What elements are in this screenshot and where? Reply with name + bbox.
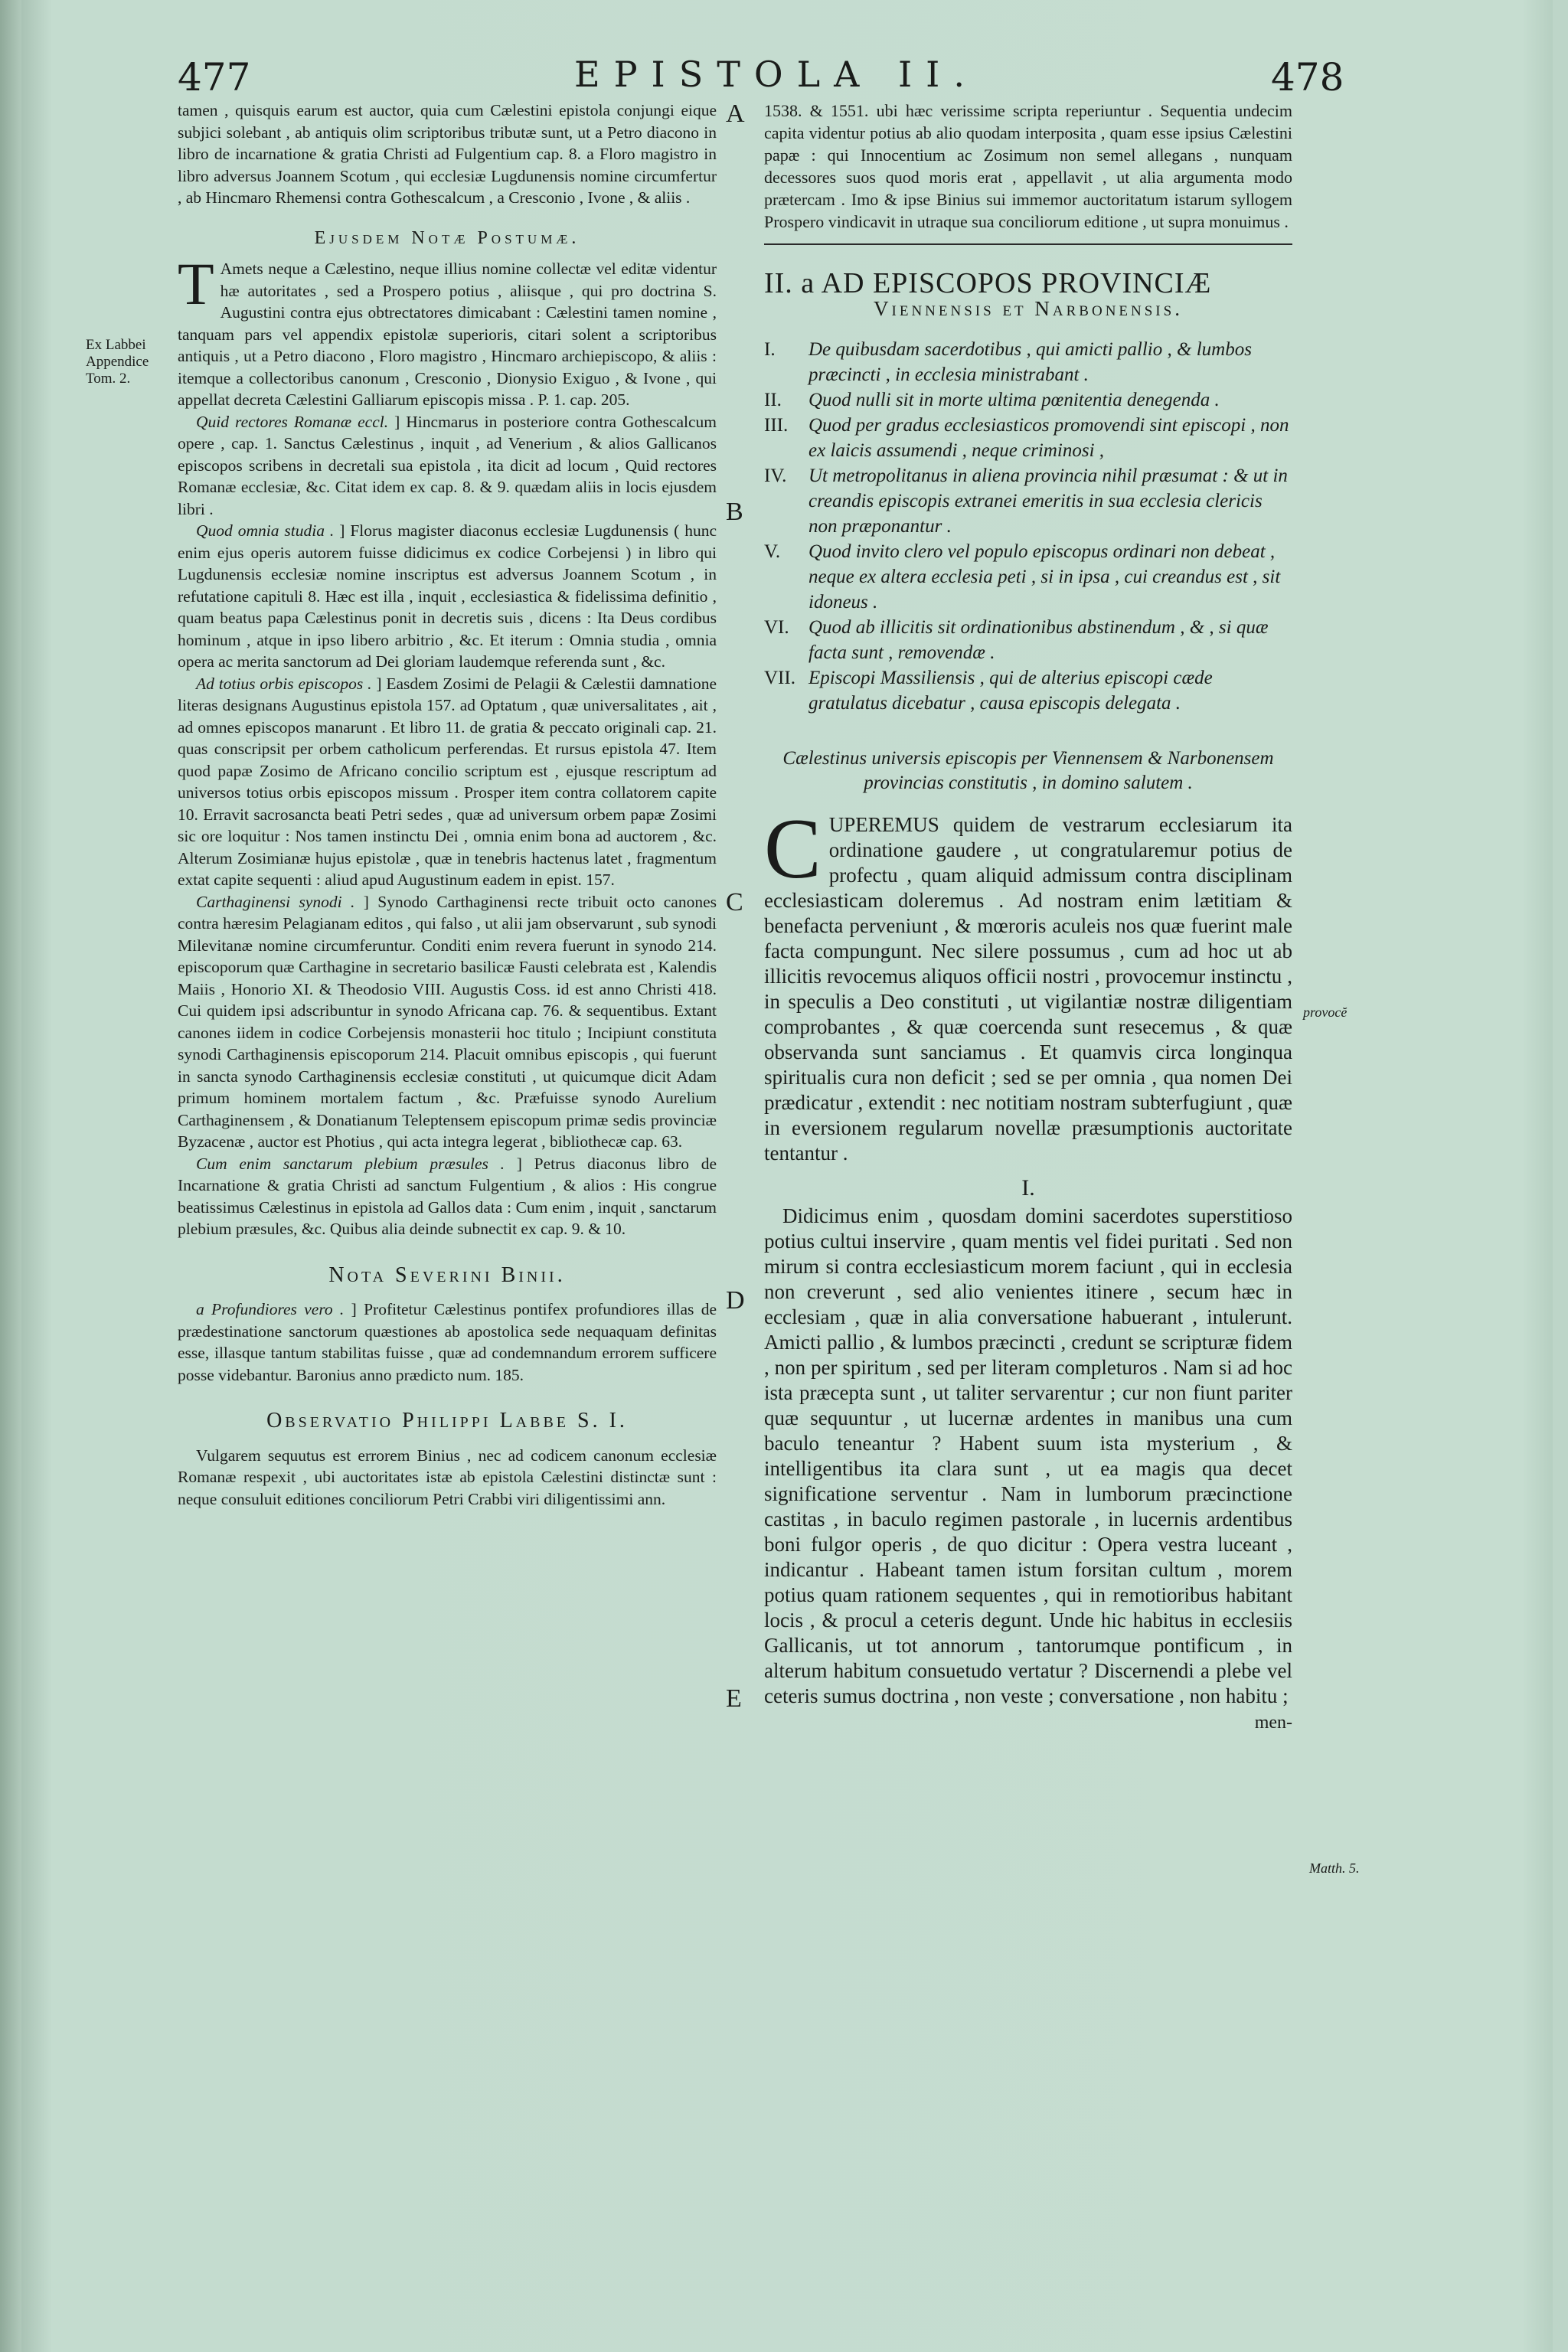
right-column — [764, 100, 1292, 1734]
notae-first-text: Amets neque a Cælestino, neque illius nomine collectæ vel editæ videntur hæ autoritates , sed a Prospero potius , aliisque , qui pro doctrina S. Augustini contra ejus obtrectatores dimicabant : Cælestini tamen nomine , tanquam pars vel appendix epistolæ superioris, citari solent a scriptoribus antiquis , ut a Petro diacono , Floro magistro , Hincmaro archiepiscopo, & aliis : itemque a collectoribus canonum , Cresconio , Dionysio Exiguo , & Ivone , qui appellat decreta Cælestini Galliarum episcopis missa . P. 1. cap. 205. — [178, 260, 717, 409]
chapter-summary-number: VII. — [764, 668, 795, 688]
chapter-summary-number: V. — [764, 541, 781, 562]
note-orbis-lemma: Ad totius orbis episcopos . — [196, 674, 372, 693]
chapter-summary-list — [764, 337, 1292, 716]
left-column — [178, 100, 717, 1510]
chapter-summary-number: III. — [764, 415, 789, 436]
note-rectores — [178, 411, 717, 521]
section-letter-b: B — [726, 498, 743, 526]
note-carthago — [178, 891, 717, 1153]
page-number-left: 477 — [178, 55, 251, 100]
epistle-subtitle: Viennensis et Narbonensis. — [874, 297, 1183, 320]
chapter-summary-item — [764, 463, 1292, 539]
notae-heading: Ejusdem Notæ Postumæ. — [314, 227, 580, 248]
note-praesules-text: ] Petrus diaconus libro de Incarnatione & gratia Christi ad sanctum Fulgentium , & alios : His congrue beatissimus Cælestinus in epistola ad Gallos data : Cum enim , inquit , sanctarum plebium præsules, &c. Quibus alia deinde subnectit ex cap. 9. & 10. — [178, 1154, 717, 1238]
chapter-summary-item — [764, 665, 1292, 716]
chapter-summary-item — [764, 387, 1292, 413]
section-letter-a: A — [726, 100, 745, 128]
chapter-summary-item — [764, 539, 1292, 615]
left-intro: tamen , quisquis earum est auctor, quia cum Cælestini epistola conjungi eique subjici solebant , ab antiquis olim scriptoribus tributæ sunt, ut a Petro diacono in libro de incarnatione & gratia Christi ad Fulgentium cap. 8. a Floro magistro in libro adversus Joannem Scotum , qui ecclesiæ Lugdunensis nomine circumfertur , ab Hincmaro Rhemensi contra Gothescalcum , a Cresconio , Ivone , & aliis . — [178, 101, 717, 207]
running-title: EPISTOLA II. — [574, 54, 978, 95]
note-praesules-lemma: Cum enim sanctarum plebium præsules . — [196, 1154, 505, 1173]
catchword: men- — [1254, 1713, 1292, 1733]
labbe-heading: Observatio Philippi Labbe S. I. — [266, 1409, 628, 1432]
note-carthago-text: ] Synodo Carthaginensi recte tribuit octo canones contra hæresim Pelagianam editos , qui falso , ut alii jam observarunt , sub synodi Milevitanæ nomine circumferuntur. Conditi enim revera fuerunt in synodo 214. episcoporum quæ Carthagine in secretario basilicæ Fausti celebrata est , Kalendis Maiis , Honorio XI. & Theodosio VIII. Augustis Coss. id est anno Christi 418. Cui quidem ipsi adscribuntur in synodo Africana cap. 76. & sequentibus. Extant canones iidem in codice Corbejensis monasterii hoc titulo ; Incipiunt constituta synodi Carthaginensis episcoporum 214. Placuit omnibus episcopis , qui fuerunt in sancta synodo Carthaginensis ecclesiæ constituti , ut quicumque dicit Adam primum hominem mortalem factum , &c. Præfuisse synodo Aurelium Carthaginensem , & Donatianum Teleptensem episcopum primæ sedis provinciæ Byzacenæ , auctor est Photius , qui acta integra legerat , bibliothecæ cap. 63. — [178, 892, 717, 1151]
right-intro: 1538. & 1551. ubi hæc verissime scripta reperiuntur . Sequentia undecim capita videntur potius ab alio quodam interposita , quam esse ipsius Cælestini papæ : qui Innocentium ac Zosimum non semel allegans , nunquam decessores suos quod moris erat , appellavit , ut alia argumenta modo prætercam . Imo & ipse Binius sui immemor auctoritatum istarum syllogem Prospero vindicavit in utraque sua conciliorum editione , ut supra monuimus . — [764, 101, 1292, 231]
section-letter-c: C — [726, 888, 743, 916]
note-orbis-text: ] Easdem Zosimi de Pelagii & Cælestii damnatione literas designans Augustinus epistola 157. ad Optatum , quæ universalitates , ait , ad omnes episcopos manarunt . Et libro 11. de gratia & peccato originali cap. 21. quas conscripsit per orbem catholicum perferendas. Et rursus epistola 47. Item quod papæ Zosimo de Africano concilio scriptum est , ejusque rescriptum ad universos totius orbis episcopos missum . Prosper item contra collatorem capite 10. Erravit sacrosancta beati Petri sedes , quæ ad universum orbem papæ Zosimi sic ore loquitur : Nos tamen instinctu Dei , omnia enim bona ad auctorem , &c. Alterum Zosimianæ hujus epistolæ , quæ in tenebris hactenus latet , fragmentum extat capite sequenti : aliud apud Augustinum eadem in epist. 157. — [178, 674, 717, 889]
note-carthago-lemma: Carthaginensi synodi . — [196, 892, 355, 911]
labbe-text: Vulgarem sequutus est errorem Binius , nec ad codicem canonum ecclesiæ Romanæ respexit , ubi auctoritates istæ ab epistola Cælestini distinctæ sunt : neque consuluit editiones conciliorum Petri Crabbi viri diligentissimi ann. — [178, 1446, 717, 1508]
chapter-summary-item — [764, 413, 1292, 463]
chapter-summary-text: De quibusdam sacerdotibus , qui amicti pallio , & lumbos præcincti , in ecclesia ministrabant . — [808, 339, 1252, 385]
note-orbis — [178, 673, 717, 891]
chapter-summary-item — [764, 337, 1292, 387]
binius-heading: Nota Severini Binii. — [328, 1263, 566, 1287]
binius-text: ] Profitetur Cælestinus pontifex profundiores illas de prædestinatione sanctorum quæstiones ab apostolica sede nequaquam definitas esse, illasque tantum stabilitas fuisse , quæ ad condemnandum errorem sufficere posse videbantur. Baronius anno prædicto num. 185. — [178, 1300, 717, 1384]
binius-lemma: a Profundiores vero . — [196, 1300, 345, 1318]
section-number-one: I. — [1021, 1175, 1035, 1200]
chapter-summary-number: II. — [764, 390, 782, 410]
note-rectores-lemma: Quid rectores Romanæ eccl. — [196, 412, 389, 431]
margin-note-matth: Matth. 5. — [1309, 1860, 1360, 1876]
binding-gutter — [0, 0, 21, 2352]
dropcap-t: T — [178, 250, 214, 317]
page-number-right: 478 — [1271, 55, 1344, 100]
epistle-title: II. a AD EPISCOPOS PROVINCIÆ — [764, 267, 1212, 299]
chapter-summary-number: IV. — [764, 466, 787, 486]
notae-first-paragraph — [178, 250, 717, 411]
margin-note-provoce: provocĕ — [1303, 1004, 1348, 1020]
section-letter-e: E — [726, 1684, 742, 1713]
chapter-summary-text: Quod per gradus ecclesiasticos promovendi sint episcopi , non ex laicis assumendi , neque criminosi , — [808, 415, 1289, 461]
note-rectores-text: ] Hincmarus in posteriore contra Gothescalcum opere , cap. 1. Sanctus Cælestinus , inquit , ad Venerium , & alios Gallicanos episcopos scribens in decretali sua epistola , ita dicit ad locum , Quid rectores Romanæ ecclesiæ, &c. Citat idem ex cap. 8. & 9. quædam aliis in locis ejusdem libri . — [178, 412, 717, 518]
note-praesules — [178, 1153, 717, 1240]
chapter-summary-number: I. — [764, 339, 776, 360]
chapter-summary-text: Quod invito clero vel populo episcopus ordinari non debeat , neque ex altera ecclesia peti , si in ipsa , cui creandus est , sit idoneus . — [808, 541, 1281, 612]
chapter-summary-number: VI. — [764, 617, 789, 638]
note-studia-text: ] Florus magister diaconus ecclesiæ Lugdunensis ( hunc enim ejus operis autorem fuisse didicimus ex codice Corbejensi ) in libro qui Lugdunensis ecclesiæ nomine inscriptus est adversus Joannem Scotum , in refutatione capituli 8. Hæc est illa , inquit , ecclesiastica & fidelissima definitio , quam beatus papa Cælestinus ponit in decretis suis , dicens : Ita Deus cordibus hominum , atque in ipso libero arbitrio , &c. Et iterum : Omnia studia , omnia opera ac merita sanctorum ad Dei gloriam laudemque referenda sunt , &c. — [178, 521, 717, 671]
letter-opening — [764, 802, 1292, 1166]
letter-section-one: Didicimus enim , quosdam domini sacerdotes superstitioso potius cultui inservire , quam mentis vel fidei puritati . Sed non mirum si contra ecclesiasticum morem faciunt , qui in ecclesia non creverunt , sed alio venientes itinere , secum hæc in ecclesiam , quæ in alia conversatione habuerant , intulerunt. Amicti pallio , & lumbos præcincti , credunt se scripturæ fidem , non per spiritum , sed per literam completuros . Nam si ad hoc ista præcepta sunt , ut taliter servarentur ; cur non fiunt pariter quæ sequuntur , ut lucernæ ardentes in manibus una cum baculo teneantur ? Habent suum ista mysterium , & intelligentibus ita clara sunt , ut ea magis qua decet significatione serventur . Nam in lumborum præcinctione castitas , in baculo regimen pastorale , in lucernis ardentibus boni fulgor operis , de quo dicitur : Opera vestra luceant , indicantur . Habeant tamen istum forsitan cultum , morem potius quam rationem sequentes , qui in remotioribus habitant locis , & procul a ceteris degunt. Unde hic habitus in ecclesiis Gallicanis, ut tot annorum , tantorumque pontificum , in alterum habitum consuetudo vertatur ? Discernendi a plebe vel ceteris sumus doctrina , non veste ; conversatione , non habitu ; — [764, 1204, 1292, 1707]
margin-note-labbe — [86, 337, 176, 387]
margin-note-text: Ex Labbei Appendice Tom. 2. — [86, 337, 149, 387]
note-studia — [178, 520, 717, 673]
separator-rule — [764, 243, 1292, 245]
chapter-summary-item — [764, 615, 1292, 665]
letter-opening-text: UPEREMUS quidem de vestrarum ecclesiarum ita ordinatione gaudere , ut congratularemur potius de profectu , quam aliquid admissum contra disciplinam ecclesiasticam doleremus . Ad nostram enim lætitiam & benefacta perveniunt , & mœroris aculeis nos quæ fuerint male facta compungunt. Nec silere possumus , cum ad hoc ut ab illicitis revocemus aliquos officii nostri , provocemur instinctu , in speculis a Deo constituti , ut vigilantiæ nostræ diligentiam comprobantes , & quæ coercenda sunt resecemus , & quæ observanda sunt sanciamus . Et quamvis circa longinqua spiritualis cura non deficit ; sed se per omnia , qua nomen Dei prædicatur , extendit : nec notitiam nostram subterfugiunt , quæ in eversionem regularum novellæ præsumptionis auctoritate tentantur . — [764, 813, 1292, 1165]
dropcap-c: C — [764, 802, 822, 897]
chapter-summary-text: Episcopi Massiliensis , qui de alterius episcopi cæde gratulatus dicebatur , causa episcopis delegata . — [808, 668, 1213, 714]
chapter-summary-text: Quod ab illicitis sit ordinationibus abstinendum , & , si quæ facta sunt , removendæ . — [808, 617, 1269, 663]
chapter-summary-text: Quod nulli sit in morte ultima pœnitentia denegenda . — [808, 390, 1220, 410]
section-letter-d: D — [726, 1286, 745, 1315]
note-studia-lemma: Quod omnia studia . — [196, 521, 335, 540]
binius-note — [178, 1298, 717, 1386]
salutation: Cælestinus universis episcopis per Viennensem & Narbonensem provincias constitutis , in domino salutem . — [782, 748, 1274, 793]
chapter-summary-text: Ut metropolitanus in aliena provincia nihil præsumat : & ut in creandis episcopis extranei emeritis in sua ecclesia clericis non præponantur . — [808, 466, 1288, 537]
